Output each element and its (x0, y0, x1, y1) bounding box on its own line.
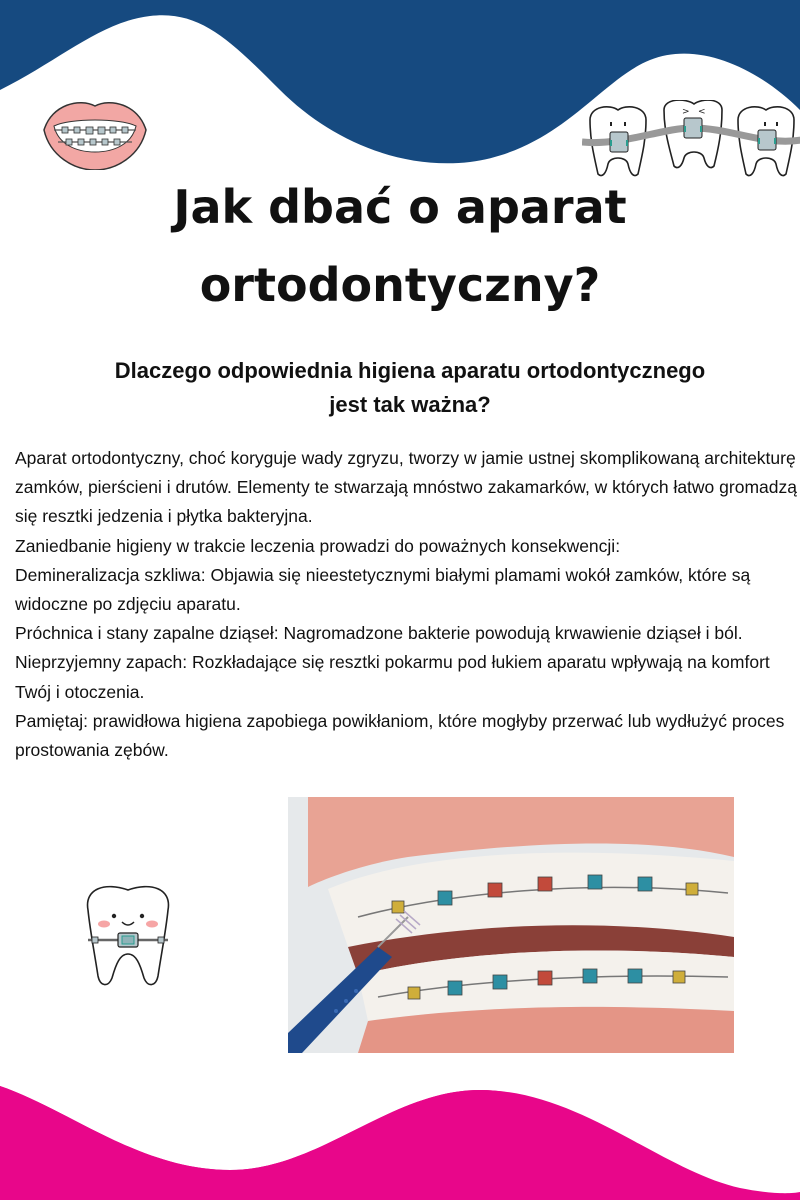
svg-text:>: > (682, 107, 690, 117)
page-title (0, 168, 800, 324)
tooth-mascot-icon (78, 880, 178, 990)
body-text (15, 444, 800, 765)
paragraph-consequences: Zaniedbanie higieny w trakcie leczenia prowadzi do poważnych konsekwencji: (15, 535, 621, 556)
paragraph-bad-breath: Nieprzyjemny zapach: Rozkładające się resztki pokarmu pod łukiem aparatu wpływają na komfort Twój i otoczenia. (15, 652, 770, 702)
braces-photo-illustration (288, 797, 734, 1053)
title-line-2: ortodontyczny? (199, 258, 601, 312)
title-line-1: Jak dbać o aparat (173, 180, 627, 234)
svg-text:<: < (698, 107, 706, 117)
paragraph-reminder: Pamiętaj: prawidłowa higiena zapobiega powikłaniom, które mogłyby przerwać lub wydłużyć proces prostowania zębów. (15, 710, 785, 761)
subtitle-line-1: Dlaczego odpowiednia higiena aparatu ortodontycznego (114, 358, 706, 383)
paragraph-demineralization: Demineralizacja szkliwa: Objawia się nieestetycznymi białymi plamami wokół zamków, które są widoczne po zdjęciu aparatu. (15, 564, 751, 615)
paragraph-intro: Aparat ortodontyczny, choć koryguje wady zgryzu, tworzy w jamie ustnej skomplikowaną architekturę zamków, pierścieni i drutów. Elementy te stwarzają mnóstwo zakamarków, w których łatwo gromadzą się resztki jedzenia i płytka bakteryjna. (15, 448, 797, 527)
braces-model-photo (288, 797, 734, 1053)
section-heading (60, 354, 760, 422)
subtitle-line-2: jest tak ważna? (329, 392, 491, 417)
mouth-braces-icon (40, 98, 150, 170)
paragraph-caries: Próchnica i stany zapalne dziąseł: Nagromadzone bakterie powodują krwawienie dziąseł i ból. (15, 623, 743, 644)
bottom-wave-decoration (0, 1060, 800, 1200)
